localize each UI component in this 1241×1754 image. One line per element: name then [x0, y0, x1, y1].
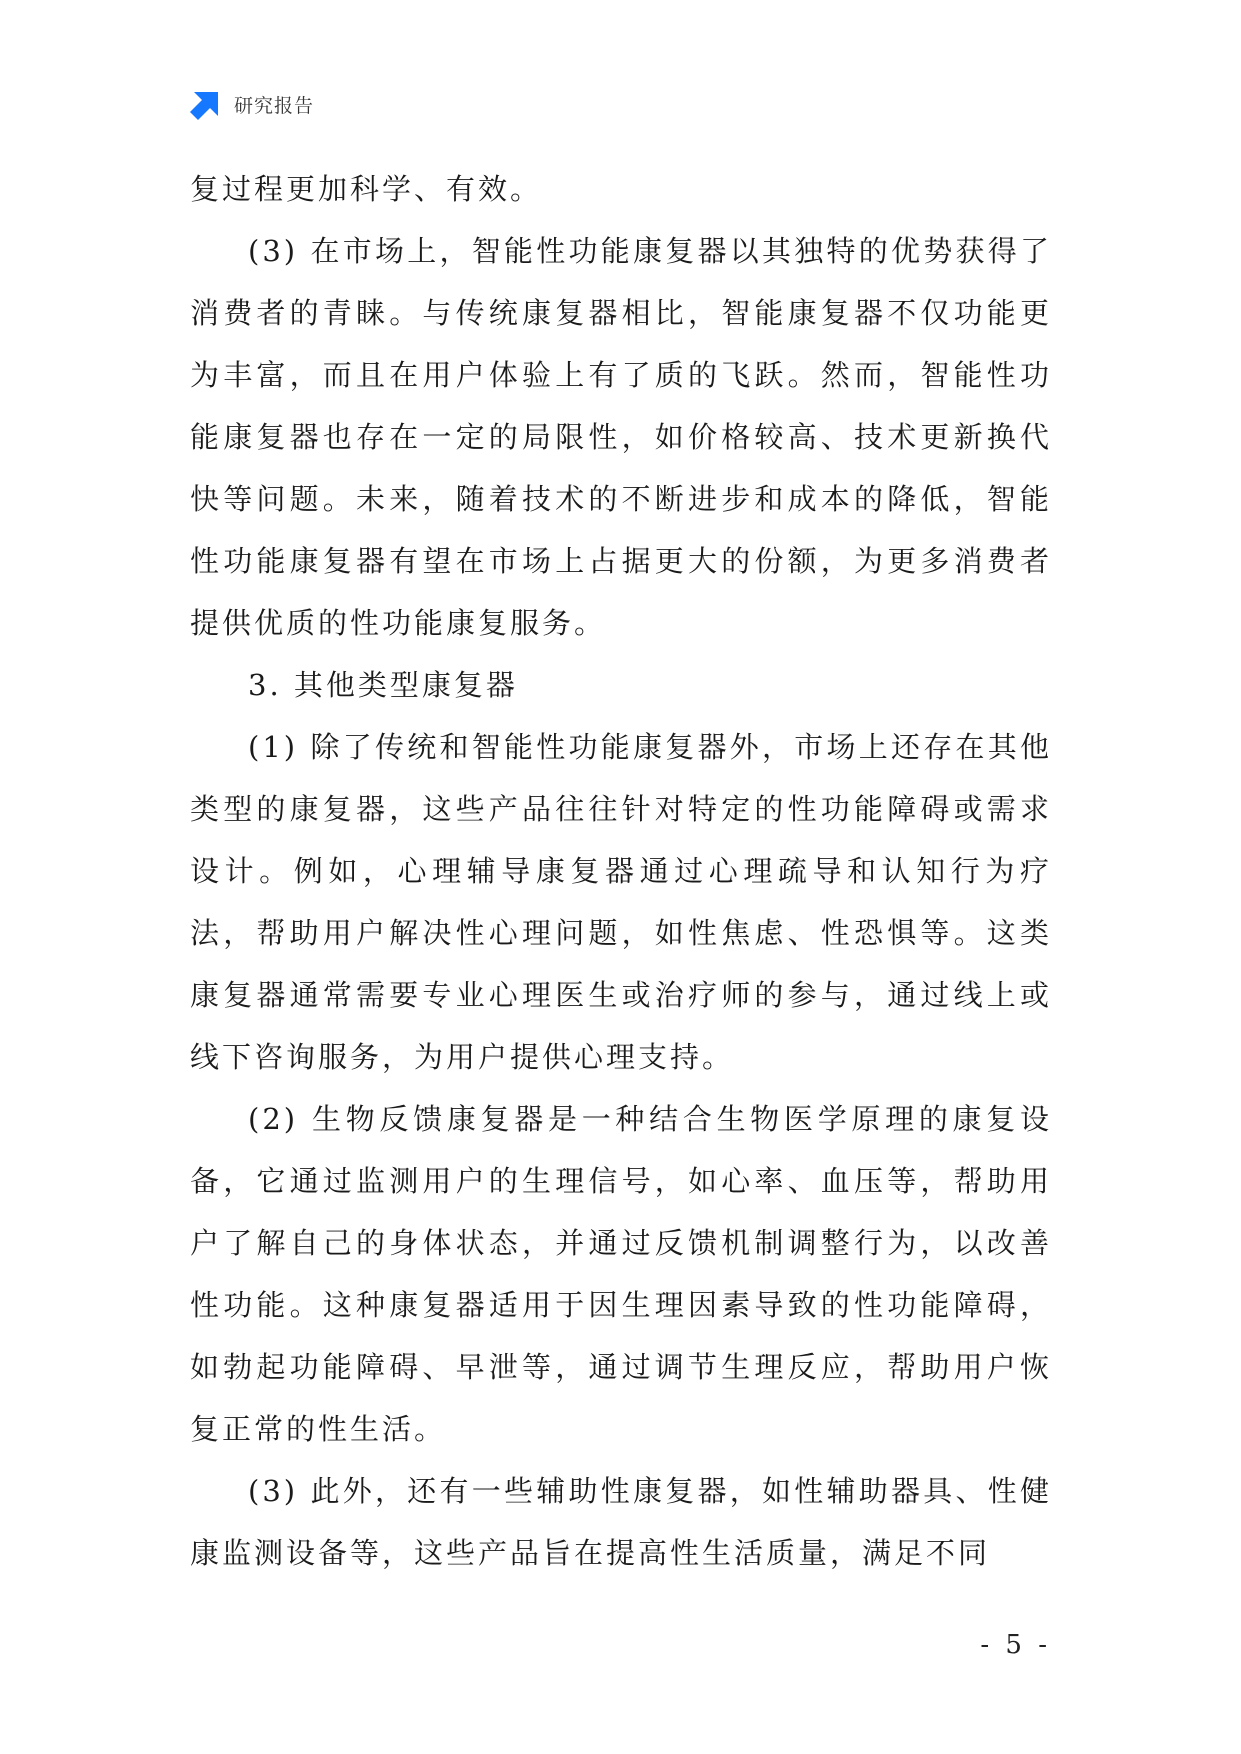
report-title: 研究报告	[234, 94, 315, 117]
paragraph-continuation: 复过程更加科学、有效。	[190, 172, 543, 206]
paragraph-biofeedback: (2) 生物反馈康复器是一种结合生物医学原理的康复设备，它通过监测用户的生理信号，如心率、血压等，帮助用户了解自己的身体状态，并通过反馈机制调整行为，以改善性功能。这种康复器适用于因生理因素导致的性功能障碍，如勃起功能障碍、早泄等，通过调节生理反应，帮助用户恢复正常的性生活。	[190, 1102, 1052, 1446]
page-header	[190, 86, 314, 122]
page-number: - 5 -	[980, 1630, 1051, 1660]
arrow-up-right-icon	[190, 88, 222, 120]
document-body	[190, 158, 1052, 1584]
paragraph-smart-market: (3) 在市场上，智能性功能康复器以其独特的优势获得了消费者的青睐。与传统康复器相比，智能康复器不仅功能更为丰富，而且在用户体验上有了质的飞跃。然而，智能性功能康复器也存在一定的局限性，如价格较高、技术更新换代快等问题。未来，随着技术的不断进步和成本的降低，智能性功能康复器有望在市场上占据更大的份额，为更多消费者提供优质的性功能康复服务。	[190, 234, 1052, 640]
section-heading-other-types: 3. 其他类型康复器	[248, 668, 518, 702]
paragraph-auxiliary: (3) 此外，还有一些辅助性康复器，如性辅助器具、性健康监测设备等，这些产品旨在提高性生活质量，满足不同	[190, 1474, 1052, 1570]
paragraph-other-types: (1) 除了传统和智能性功能康复器外，市场上还存在其他类型的康复器，这些产品往往针对特定的性功能障碍或需求设计。例如，心理辅导康复器通过心理疏导和认知行为疗法，帮助用户解决性心理问题，如性焦虑、性恐惧等。这类康复器通常需要专业心理医生或治疗师的参与，通过线上或线下咨询服务，为用户提供心理支持。	[190, 730, 1052, 1074]
